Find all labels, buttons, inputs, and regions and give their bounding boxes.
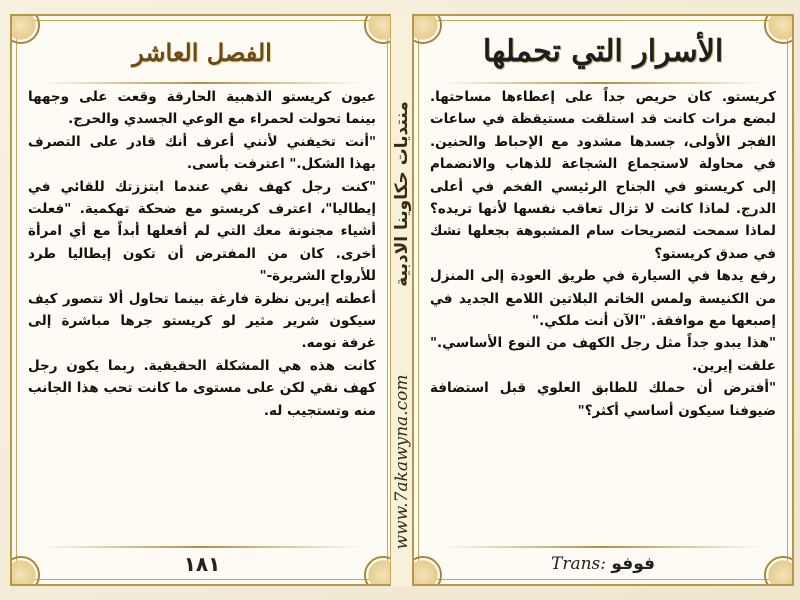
divider xyxy=(42,546,362,548)
divider xyxy=(444,546,762,548)
divider xyxy=(42,82,362,84)
chapter-title: الفصل العاشر xyxy=(132,38,272,67)
right-footer xyxy=(414,550,792,580)
paragraph: عيون كريستو الذهبية الحارقة وقعت على وجهها بينما تحولت لحمراء مع الوعي الجسدي والحرج. xyxy=(28,89,376,128)
left-page-text xyxy=(28,86,376,542)
translator-credit xyxy=(414,554,792,574)
paragraph: كانت هذه هي المشكلة الحقيقية. ربما يكون رجل كهف نقي لكن على مستوى ما كانت تحب هذا الجانب منه وتستجيب له. xyxy=(28,357,376,419)
page-number: ١٨١ xyxy=(183,552,221,576)
paragraph: "كنت رجل كهف نقي عندما ابتززتك للقائي في إيطاليا"، اعترف كريستو مع ضحكة تهكمية. "فعلت أشياء مجنونة معك التي لم أفعلها أبداً مع أي امرأة أخرى. كان من المفترض أن تكون إيطاليا طرد للأرواح الشريرة-" xyxy=(28,178,376,285)
paragraph: رفع يدها في السيارة في طريق العودة إلى المنزل من الكنيسة ولمس الخاتم البلاتين اللامع الجديد في إصبعها مع موافقة. "الآن أنت ملكي." xyxy=(430,268,776,330)
paragraph: كريستو. كان حريص جداً على إعطاءها مساحتها. لبضع مرات كانت قد استلقت مستيقظة في ساعات الفجر الأولى، جسدها مشدود مع الإحباط والحنين. في محاولة لاستجماع الشجاعة للذهاب والانضمام إلى كريستو في الجناح الرئيسي الفخم في أعلى الدرج. لماذا كانت لا تزال تعاقب نفسها لأنها تريده؟ لماذا سمحت لتصريحات سام المشبوهة بجعلها تشك في صدق كريستو؟ xyxy=(430,89,776,262)
forum-name: منتديات حكاوينا الادبية xyxy=(392,101,412,287)
left-header xyxy=(12,30,392,86)
trans-label: Trans: xyxy=(550,554,606,574)
paragraph: أعطته إيرين نظرة فارغة بينما تحاول ألا تتصور كيف سيكون شرير مثير لو كريستو جرها مباشرة إلى غرفة نومه. xyxy=(28,290,376,352)
left-footer xyxy=(12,550,392,580)
translator-name: فوفو xyxy=(611,554,655,574)
right-header xyxy=(414,30,792,86)
paragraph: "أنت تخيفني لأنني أعرف أنك قادر على التصرف بهذا الشكل." اعترفت بأسى. xyxy=(28,133,376,173)
right-page xyxy=(412,14,794,586)
right-page-text xyxy=(430,86,776,542)
forum-url: www.7akawyna.com xyxy=(392,374,412,550)
left-page xyxy=(10,14,394,586)
paragraph: "أفترض أن حملك للطابق العلوي قبل استضافة ضيوفنا سيكون أساسي أكثر؟" xyxy=(430,380,776,419)
paragraph: "هذا يبدو جداً مثل رجل الكهف من النوع الأساسي." علقت إيرين. xyxy=(430,335,776,374)
spine xyxy=(390,14,414,586)
divider xyxy=(444,82,762,84)
book-title: الأسرار التي تحملها xyxy=(482,34,724,69)
